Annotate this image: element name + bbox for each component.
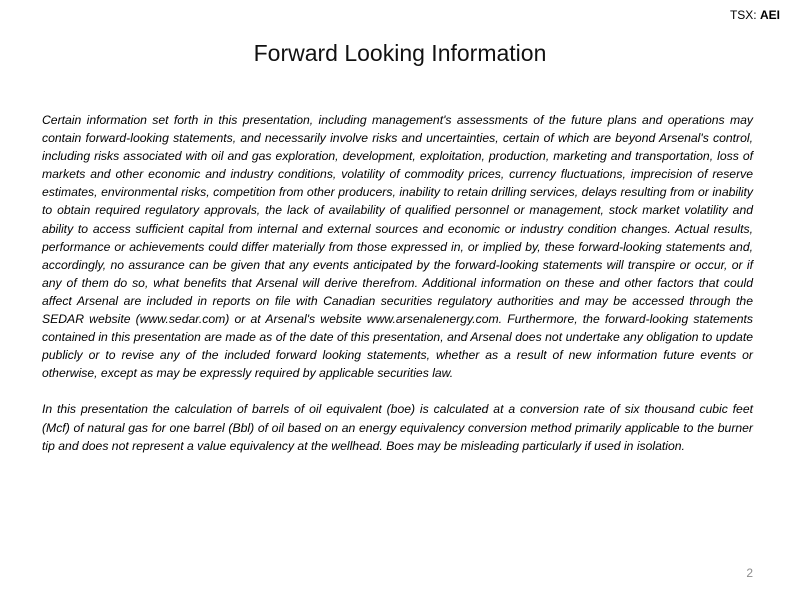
ticker-label: [730, 8, 780, 22]
ticker-symbol: AEI: [759, 8, 780, 22]
boe-paragraph: In this presentation the calculation of barrels of oil equivalent (boe) is calculated at a conversion rate of six thousand cubic feet (Mcf) of natural gas for one barrel (Bbl) of oil based on an energy equivalency conversion method primarily applicable to the burner tip and does not represent a value equivalency at the wellhead. Boes may be misleading particularly if used in isolation.: [42, 402, 753, 453]
forward-looking-paragraph: Certain information set forth in this presentation, including management's assessments of the future plans and operations may contain forward-looking statements, and necessarily involve risks and uncertainties, certain of which are beyond Arsenal's control, including risks associated with oil and gas exploration, development, exploitation, production, marketing and transportation, loss of markets and other economic and industry conditions, volatility of commodity prices, currency fluctuations, imprecision of reserve estimates, environmental risks, competition from other producers, inability to retain drilling services, delays resulting from or inability to obtain required regulatory approvals, the lack of availability of qualified personnel or management, stock market volatility and ability to access sufficient capital from internal and external sources and economic or industry condition changes. Actual results, performance or achievements could differ materially from those expressed in, or implied by, these forward-looking statements and, accordingly, no assurance can be given that any events anticipated by the forward-looking statements will transpire or occur, or if any of them do so, what benefits that Arsenal will derive therefrom. Additional information on these and other factors that could affect Arsenal are included in reports on file with Canadian securities regulatory authorities and may be accessed through the SEDAR website (www.sedar.com) or at Arsenal's website www.arsenalenergy.com. Furthermore, the forward-looking statements contained in this presentation are made as of the date of this presentation, and Arsenal does not undertake any obligation to update publicly or to revise any of the included forward looking statements, whether as a result of new information future events or otherwise, except as may be expressly required by applicable securities law.: [42, 113, 753, 381]
slide-body: [42, 111, 753, 455]
slide-title: Forward Looking Information: [253, 40, 547, 66]
page-number: 2: [746, 566, 753, 580]
exchange-label: TSX:: [729, 8, 757, 22]
